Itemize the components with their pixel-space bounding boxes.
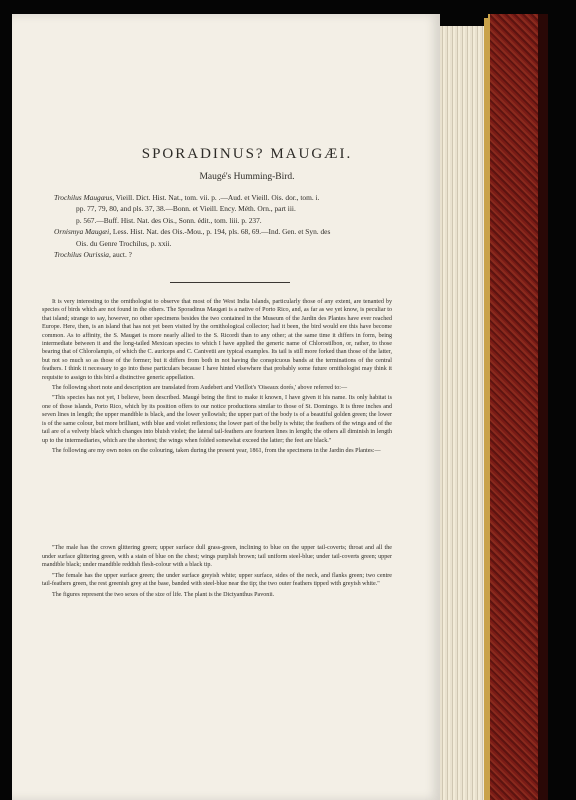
synonym-entry (54, 249, 404, 260)
body-paragraph: "This species has not yet, I believe, been described. Maugé being the first to make it known, I have given it his name. Its only habitat is one of those islands, Porto Rico, which by its position offers to our notice productions similar to those of St. Domingo. It is three inches and seven lines in length; the upper mandible is black, and the lower yellowish; the upper part of the body is of a beautiful golden green; the lower is of the same colour, but more brilliant, with blue and violet reflexions; the lower part of the belly is white; the feathers of the wings and of the tail are of a velvety black which changes into bluish violet; the lateral tail-feathers are fourteen lines in length; the others all diminish in length up to the intermediaries, which are the shortest; the wings when folded somewhat exceed the latter; the feet are black." (42, 395, 392, 444)
page-title: SPORADINUS? MAUGÆI. (141, 146, 353, 162)
synonymy-list (54, 192, 404, 260)
synonym-name: Trochilus Maugæus (54, 193, 113, 202)
book-page (12, 14, 440, 800)
synonym-ref-cont: pp. 77, 79, 80, and pls. 37, 38.—Bonn. et Vieill. Ency. Méth. Orn., part iii. (76, 204, 296, 214)
note-paragraph: The figures represent the two sexes of the size of life. The plant is the Dictyanthus Pavonii. (52, 591, 275, 598)
divider-rule (170, 282, 290, 283)
body-paragraph: The following are my own notes on the colouring, taken during the present year, 1861, from the specimens in the Jardin des Plantes:— (52, 447, 381, 454)
marbled-cover (488, 14, 542, 800)
body-paragraph: The following short note and description are translated from Audebert and Vieillot's 'Oiseaux dorés,' above referred to:— (52, 385, 348, 392)
note-paragraph: "The female has the upper surface green; the under surface greyish white; upper surface, sides of the neck, and flanks green; two centre tail-feathers green, the rest greenish grey at the base, banded with steel-blue near the tip; the two outer feathers tipped with greyish white." (42, 572, 392, 588)
synonym-ref: , auct. ? (108, 250, 132, 260)
note-paragraph: "The male has the crown glittering green; upper surface dull grass-green, inclining to blue on the upper tail-coverts; throat and all the under surface glittering green, with a stain of blue on the chest; wings purplish brown; tail uniform steel-blue; under tail-coverts green; upper mandible black; under mandible reddish flesh-colour with a black tip. (42, 545, 392, 569)
synonym-ref: , Vieill. Dict. Hist. Nat., tom. vii. p. .—Aud. et Vieill. Ois. dor., tom. i. (112, 193, 320, 202)
body-text (42, 298, 392, 455)
synonym-ref: , Less. Hist. Nat. des Ois.-Mou., p. 194, pls. 68, 69.—Ind. Gen. et Syn. des (109, 227, 331, 237)
page-subtitle: Maugé's Humming-Bird. (199, 172, 295, 182)
synonym-entry (54, 192, 404, 226)
colour-notes (42, 544, 392, 600)
synonym-ref-cont: p. 567.—Buff. Hist. Nat. des Ois., Sonn. édit., tom. liii. p. 237. (76, 215, 262, 225)
synonym-name: Ornismya Maugæi (54, 227, 110, 237)
body-paragraph: It is very interesting to the ornithologist to observe that most of the West India Islands, particularly those of any extent, are tenanted by species of birds which are not found in the others. The Sporadinus Maugæi is a native of Porto Rico, and, as far as we yet know, is peculiar to that island; strange to say, however, no other specimens besides the two contained in the Museum of the Jardin des Plantes have ever reached Europe. Here, then, is an island that has not yet been visited by the ornithological collector; had it been, the bird would ere this have become common. As to affinity, the S. Maugæi is more nearly allied to the S. Ricordi than to any other; at the same time it differs in form, being intermediate between it and the long-tailed Mexican species to which I have applied the generic name of Chlorostilbon, or, rather, to those bearing that of Chlorolampis, of which the C. auriceps and C. Canivetii are typical examples. Its tail is still more forked than those of the latter, but not so much so as those of the former; but it differs from both in not having the conspicuous bands at the terminations of the central feathers. I think it necessary to go into these particulars because I have hinted elsewhere that probably some future ornithologist may think it requisite to assign to this bird a distinctive generic appellation. (42, 299, 392, 381)
synonym-name: Trochilus Ourissia (54, 250, 109, 260)
synonym-entry (54, 226, 404, 249)
synonym-ref-cont: Ois. du Genre Trochilus, p. xxii. (76, 238, 172, 248)
cover-shadow (538, 14, 548, 800)
